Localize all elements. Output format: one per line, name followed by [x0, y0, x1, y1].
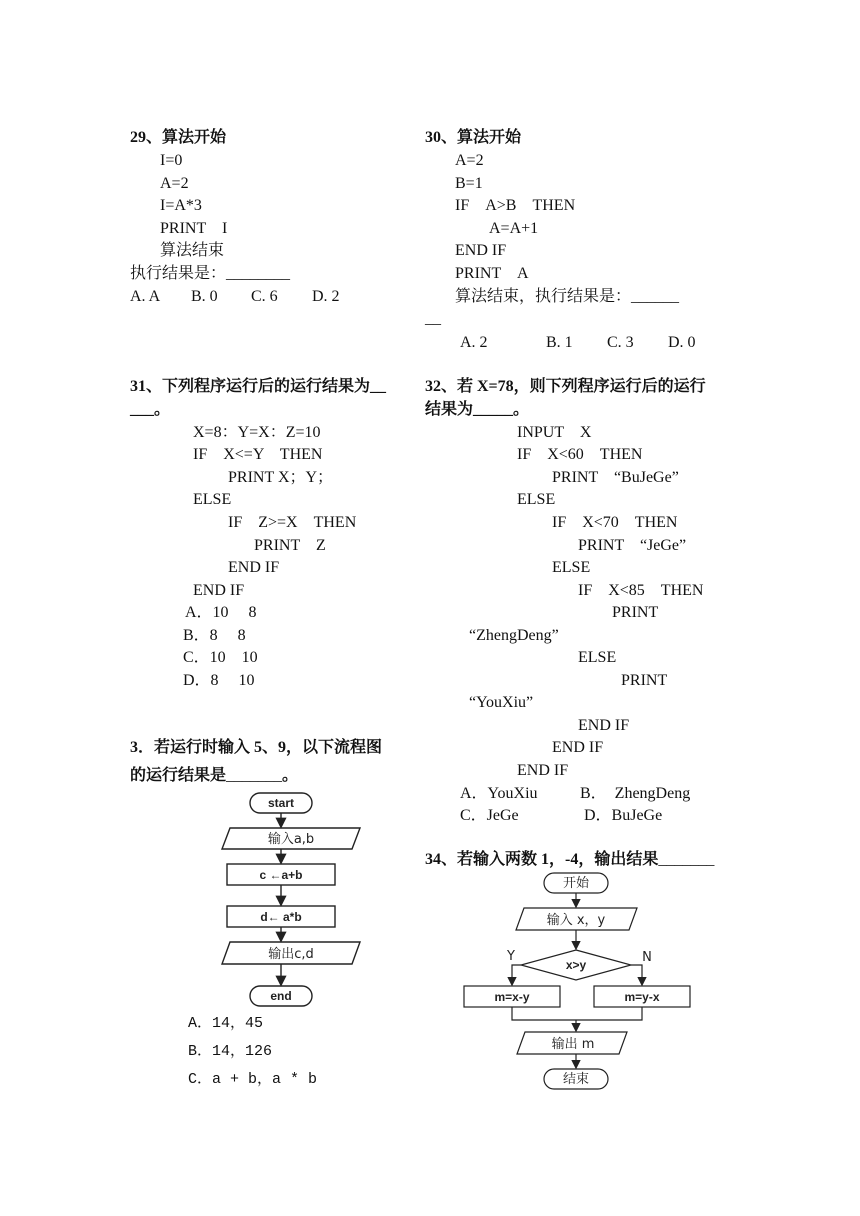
q29-result-label: 执行结果是：	[130, 265, 227, 282]
decision-label: x>y	[565, 958, 587, 972]
q32-line: IF X<60 THEN	[517, 446, 643, 463]
q31-line: IF Z>=X THEN	[228, 514, 357, 531]
q30-option-b: B. 1	[546, 334, 573, 351]
start-label: start	[267, 796, 295, 810]
output-label: 输出 m	[551, 1037, 595, 1052]
q32-period: 。	[513, 401, 530, 418]
q34-blank: _______	[658, 851, 715, 868]
no-label: N	[642, 950, 652, 965]
q3-title2: 的运行结果是	[130, 767, 227, 784]
q29-option-c: C. 6	[251, 288, 278, 305]
q32-blank: _____	[473, 401, 514, 418]
q30-option-c: C. 3	[607, 334, 634, 351]
process-left-label: m=x-y	[494, 990, 530, 1004]
q32-line: “ZhengDeng”	[469, 627, 559, 644]
q29-line: I=A*3	[160, 197, 202, 214]
q32-line: INPUT X	[517, 424, 592, 441]
q29-line: PRINT I	[160, 220, 228, 237]
q30-end-text: 算法结束，执行结果是：	[455, 288, 632, 305]
q32-title: 32、若 X=78，则下列程序运行后的运行	[425, 378, 706, 395]
q32-option-c: C．JeGe	[460, 807, 519, 824]
q3-option-c: C．a + b，a * b	[188, 1071, 318, 1088]
end-label: 结束	[562, 1072, 590, 1087]
q31-option-b: B．8 8	[183, 627, 246, 644]
process-c-label: c ←a+b	[259, 868, 303, 882]
q29-line: A=2	[160, 175, 189, 192]
q30-line: END IF	[455, 242, 507, 259]
q31-line: ELSE	[193, 491, 232, 508]
q30-blank: ______	[631, 288, 680, 305]
q31-blank-cont: ___	[130, 401, 154, 418]
q32-line: PRINT “JeGe”	[578, 537, 687, 554]
q31-line: PRINT Z	[254, 537, 326, 554]
yes-label: Y	[507, 949, 515, 964]
q32-line: ELSE	[552, 559, 591, 576]
q32-line: PRINT	[612, 604, 659, 621]
q32-title-cont	[425, 400, 529, 420]
q34-flowchart	[455, 868, 705, 1094]
end-label: end	[270, 989, 292, 1003]
q32-line: PRINT	[621, 672, 668, 689]
q31-line: PRINT X；Y；	[228, 469, 334, 486]
q30-line: A=A+1	[489, 220, 539, 237]
q32-line: IF X<70 THEN	[552, 514, 678, 531]
process-d-label: d← a*b	[260, 910, 302, 924]
process-right-label: m=y-x	[624, 990, 660, 1004]
q30-line: A=2	[455, 152, 484, 169]
q32-line: END IF	[552, 739, 604, 756]
q32-line: ELSE	[517, 491, 556, 508]
q30-line: B=1	[455, 175, 483, 192]
q29-option-d: D. 2	[312, 288, 340, 305]
q30-line: PRINT A	[455, 265, 529, 282]
q30-option-d: D. 0	[668, 334, 696, 351]
q34-title	[425, 850, 714, 870]
q34-title-text: 34、若输入两数 1，-4，输出结果	[425, 851, 659, 868]
q29-title: 29、算法开始	[130, 129, 227, 146]
q32-option-d: D．BuJeGe	[584, 807, 663, 824]
q3-option-b: B．14，126	[188, 1043, 273, 1060]
q31-line: IF X<=Y THEN	[193, 446, 323, 463]
q31-title	[130, 377, 386, 397]
q32-title2: 结果为	[425, 401, 474, 418]
q29-line: I=0	[160, 152, 183, 169]
q31-line: X=8：Y=X：Z=10	[193, 424, 321, 441]
q3-flowchart	[200, 788, 370, 1012]
q3-title-cont	[130, 766, 298, 786]
q32-line: PRINT “BuJeGe”	[552, 469, 679, 486]
q3-blank: _______	[226, 767, 283, 784]
q29-blank: ________	[226, 265, 291, 282]
output-label: 输出c,d	[268, 947, 314, 962]
q30-end	[455, 287, 679, 307]
q29-result	[130, 264, 290, 284]
q31-title-cont	[130, 400, 170, 420]
q32-option-b: B． ZhengDeng	[580, 785, 691, 802]
q31-option-c: C．10 10	[183, 649, 258, 666]
q32-line: IF X<85 THEN	[578, 582, 704, 599]
q32-line: END IF	[578, 717, 630, 734]
q31-line: END IF	[193, 582, 245, 599]
q31-option-d: D．8 10	[183, 672, 255, 689]
q32-line: ELSE	[578, 649, 617, 666]
q31-line: END IF	[228, 559, 280, 576]
q32-line: END IF	[517, 762, 569, 779]
q30-line: IF A>B THEN	[455, 197, 576, 214]
start-label: 开始	[562, 876, 590, 891]
q29-option-b: B. 0	[191, 288, 218, 305]
q30-option-a: A. 2	[460, 334, 488, 351]
q3-period: 。	[282, 767, 299, 784]
q29-line: 算法结束	[160, 242, 225, 259]
q31-blank: __	[370, 378, 387, 395]
q32-line: “YouXiu”	[469, 694, 534, 711]
input-label: 输入 x，y	[546, 913, 606, 928]
q30-title: 30、算法开始	[425, 129, 522, 146]
q31-period: 。	[154, 401, 171, 418]
q29-option-a: A. A	[130, 288, 161, 305]
q3-option-a: A．14，45	[188, 1015, 264, 1032]
input-label: 输入a,b	[267, 832, 315, 847]
q31-option-a: A．10 8	[185, 604, 257, 621]
q3-title: 3．若运行时输入 5、9，以下流程图	[130, 739, 383, 756]
q32-option-a: A．YouXiu	[460, 785, 538, 802]
q30-blank-cont: __	[425, 310, 441, 327]
q31-title-text: 31、下列程序运行后的运行结果为	[130, 378, 371, 395]
